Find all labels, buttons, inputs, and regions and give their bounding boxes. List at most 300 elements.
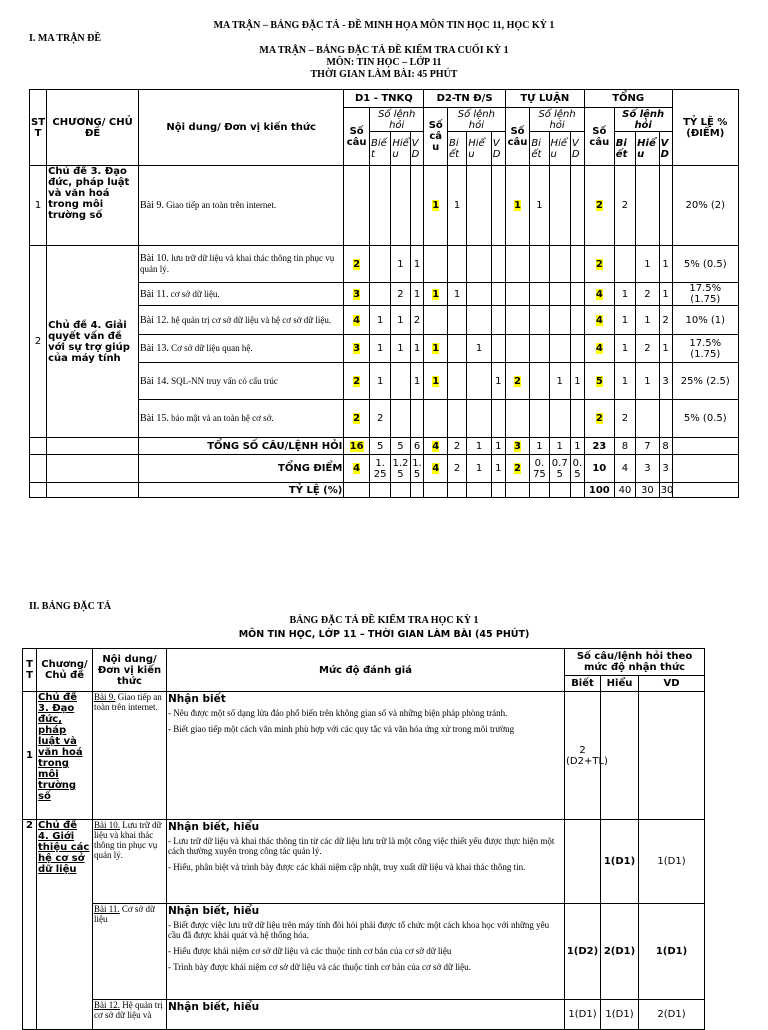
hdr-chuong: CHƯƠNG/ CHỦ ĐỀ: [47, 90, 139, 166]
spec-level: Nhận biết, hiểu: [168, 905, 260, 917]
d2-3: [491, 455, 505, 483]
d2-val-0: 4: [432, 463, 440, 474]
tong-1: [614, 166, 635, 246]
tl-val-2: 1: [556, 375, 563, 387]
d1-val-2: 2: [397, 288, 404, 300]
hdr-tl-solenh: Số lệnh hỏi: [530, 108, 585, 132]
tong-0: [584, 400, 614, 438]
tl-0: [505, 166, 530, 246]
spec-item: - Hiểu được khái niệm cơ sở dữ liệu và các thuộc tính cơ bản của cơ sở dữ liệu: [168, 946, 452, 956]
empty-cell: [672, 483, 738, 498]
d1-2: [391, 283, 410, 306]
tl-0: [505, 363, 530, 400]
tong-2: [636, 335, 660, 363]
hdr-tl: TỰ LUẬN: [505, 90, 584, 108]
d1-0: [344, 306, 370, 335]
tong-2: [636, 400, 660, 438]
d1-val-3: 1. 5: [412, 457, 422, 480]
spec-item: - Trình bày được khái niệm cơ sở dữ liệu và các thuộc tính cơ bản của cơ sở dữ liệu.: [168, 962, 471, 972]
tong-val-0: 10: [592, 463, 607, 474]
empty-cell: [530, 483, 549, 498]
tl-val-0: 2: [514, 463, 521, 474]
tong-0: [584, 335, 614, 363]
d1-3: [410, 400, 424, 438]
tong-val-0: 2: [595, 200, 603, 211]
tong-val-0: 4: [595, 288, 603, 300]
hdr-tl-biet: Bi ết: [530, 132, 549, 166]
empty-cell: [47, 438, 139, 455]
empty-cell: [30, 455, 47, 483]
hdr-d1: D1 - TNKQ: [344, 90, 424, 108]
tl-2: [549, 283, 570, 306]
spec-biet: 2 (D2+TL): [565, 692, 601, 820]
empty-cell: [30, 483, 47, 498]
tong-1: [614, 400, 635, 438]
spec-hdr-chuong: Chương/ Chủ đề: [37, 649, 93, 692]
tl-3: [570, 166, 584, 246]
hdr-tl-socau: Số câu: [505, 108, 530, 166]
lesson-text: bảo mật và an toàn hệ cơ sở.: [171, 413, 274, 423]
d1-2: [391, 363, 410, 400]
tong-0: [584, 438, 614, 455]
section1-title3: THỜI GIAN LÀM BÀI: 45 PHÚT: [310, 69, 458, 80]
tong-val-0: 23: [592, 440, 607, 452]
lesson-text: Giao tiếp an toàn trên internet.: [166, 200, 277, 210]
tong-0: [584, 166, 614, 246]
d1-1: [369, 166, 390, 246]
d2-val-3: 1: [495, 440, 502, 452]
d2-val-1: 1: [453, 288, 461, 300]
tl-2: [549, 438, 570, 455]
empty-cell: [570, 483, 584, 498]
row-tyle: 5% (0.5): [672, 246, 738, 283]
tl-val-0: 2: [514, 375, 521, 387]
section2-title1: BẢNG ĐẶC TẢ ĐỀ KIỂM TRA HỌC KỲ 1: [289, 615, 479, 626]
spec-lesson-text: Giao tiếp an toàn trên internet.: [94, 692, 162, 712]
d1-val-1: 1. 25: [373, 457, 387, 480]
hdr-tl-hieu: Hiể u: [549, 132, 570, 166]
d1-val-0: 16: [349, 440, 364, 452]
d1-val-2: 1: [397, 258, 404, 270]
tong-val-1: 8: [621, 440, 629, 452]
spec-lesson-number: Bài 10.: [94, 820, 120, 830]
tong-val-2: 2: [644, 343, 651, 354]
tong-val-3: 1: [662, 258, 669, 270]
tong-1: [614, 335, 635, 363]
d2-3: [491, 438, 505, 455]
d1-1: [369, 335, 390, 363]
d2-val-0: 4: [432, 440, 440, 452]
d1-3: [410, 438, 424, 455]
empty-cell: [30, 438, 47, 455]
row-tyle: 20% (2): [672, 166, 738, 246]
spec-table: [22, 648, 705, 1030]
empty-cell: [505, 483, 530, 498]
tl-2: [549, 335, 570, 363]
d2-3: [491, 246, 505, 283]
d1-1: [369, 306, 390, 335]
matrix-table: [29, 89, 739, 498]
spec-mucdo: [167, 904, 565, 1000]
tl-3: [570, 363, 584, 400]
hdr-d1-hieu: Hiể u: [391, 132, 410, 166]
d2-2: [467, 246, 492, 283]
spec-vd: 1(D1): [639, 820, 705, 904]
tong-val-1: 1: [621, 343, 629, 354]
d2-0: [424, 400, 448, 438]
tl-val-3: 0. 5: [572, 457, 583, 480]
spec-mucdo: [167, 692, 565, 820]
hdr-tong-vd: V D: [659, 132, 672, 166]
tong-val-1: 1: [621, 288, 629, 300]
d2-3: [491, 400, 505, 438]
d1-2: [391, 166, 410, 246]
tl-0: [505, 246, 530, 283]
hdr-d1-solenh: Số lệnh hỏi: [369, 108, 424, 132]
d2-1: [447, 363, 466, 400]
d2-1: [447, 438, 466, 455]
spec-row: [23, 692, 705, 820]
matrix-row: [30, 166, 739, 246]
tong-2: [636, 438, 660, 455]
empty-cell: [549, 483, 570, 498]
doc-title: MA TRẬN – BẢNG ĐẶC TẢ - ĐỀ MINH HỌA MÔN TIN HỌC 11, HỌC KỲ 1: [213, 20, 555, 31]
spec-item: - Hiểu, phân biệt và trình bày được các khái niệm cập nhật, truy xuất dữ liệu và khai thác thông tin.: [168, 862, 526, 872]
d2-2: [467, 363, 492, 400]
d2-3: [491, 283, 505, 306]
ratio-val-3: 30: [660, 484, 674, 496]
d2-0: [424, 438, 448, 455]
tl-1: [530, 455, 549, 483]
tl-3: [570, 400, 584, 438]
tl-3: [570, 283, 584, 306]
empty-cell: [672, 455, 738, 483]
row-lesson: [139, 335, 344, 363]
section2-title2: MÔN TIN HỌC, LỚP 11 – THỜI GIAN LÀM BÀI (45 PHÚT): [238, 629, 530, 640]
spec-level: Nhận biết, hiểu: [168, 1001, 260, 1013]
tl-1: [530, 363, 549, 400]
d2-1: [447, 335, 466, 363]
tl-2: [549, 363, 570, 400]
tl-0: [505, 283, 530, 306]
tl-1: [530, 246, 549, 283]
d2-val-2: 1: [475, 440, 483, 452]
empty-cell: [424, 483, 448, 498]
hdr-noidung: Nội dung/ Đơn vị kiến thức: [139, 90, 344, 166]
tl-0: [505, 400, 530, 438]
hdr-tong-biet: Bi ết: [614, 132, 635, 166]
tong-1: [614, 306, 635, 335]
spec-lesson: [93, 1000, 167, 1030]
hdr-tong: TỔNG: [584, 90, 672, 108]
d2-3: [491, 306, 505, 335]
row-chuong: Chủ đề 4. Giải quyết vấn đề với sự trợ giúp của máy tính: [47, 246, 139, 438]
tl-1: [530, 438, 549, 455]
spec-biet: 1(D2): [565, 904, 601, 1000]
d1-val-0: 3: [353, 343, 361, 354]
spec-item: - Biết giao tiếp một cách văn minh phù hợp với các quy tắc và văn hóa ứng xử trong môi trường: [168, 724, 515, 734]
d1-val-3: 1: [413, 343, 421, 354]
spec-vd: [639, 692, 705, 820]
d1-0: [344, 363, 370, 400]
lesson-text: SQL-NN truy vấn có cấu trúc: [171, 375, 278, 386]
row-tyle: 17.5% (1.75): [672, 335, 738, 363]
d2-2: [467, 438, 492, 455]
section2-heading: II. BẢNG ĐẶC TẢ: [29, 601, 112, 612]
tong-2: [636, 306, 660, 335]
spec-lesson-number: Bài 11.: [94, 904, 120, 914]
row-tyle: 10% (1): [672, 306, 738, 335]
tong-val-2: 3: [644, 463, 651, 474]
spec-hdr-biet: Biết: [565, 676, 601, 692]
tong-val-2: 1: [644, 258, 651, 270]
spec-row: [23, 820, 705, 904]
tl-1: [530, 283, 549, 306]
tong-3: [659, 246, 672, 283]
lesson-text: lưu trữ dữ liệu và khai thác thông tin phục vụ quản lý.: [140, 253, 335, 274]
hdr-stt: ST T: [30, 90, 47, 166]
d1-val-0: 2: [353, 375, 361, 387]
matrix-ratio-row: [30, 483, 739, 498]
d1-3: [410, 335, 424, 363]
d2-val-0: 1: [432, 200, 440, 211]
tong-val-1: 2: [621, 200, 629, 211]
tong-1: [614, 455, 635, 483]
row-lesson: [139, 246, 344, 283]
d2-0: [424, 455, 448, 483]
lesson-number: Bài 14.: [140, 375, 169, 387]
d1-3: [410, 246, 424, 283]
hdr-tong-solenh: Số lệnh hỏi: [614, 108, 672, 132]
spec-lesson-number: Bài 9.: [94, 692, 116, 702]
hdr-d1-biet: Biế t: [369, 132, 390, 166]
d1-1: [369, 400, 390, 438]
matrix-total-row: [30, 438, 739, 455]
lesson-number: Bài 13.: [140, 343, 169, 354]
tl-1: [530, 335, 549, 363]
section1-heading: I. MA TRẬN ĐỀ: [29, 33, 102, 44]
hdr-d1-socau: Số câu: [344, 108, 370, 166]
d1-val-1: 1: [376, 343, 384, 354]
tong-val-0: 4: [595, 314, 603, 326]
tong-val-2: 1: [644, 375, 651, 387]
d1-val-2: 1.2 5: [392, 457, 409, 480]
tl-2: [549, 166, 570, 246]
d1-0: [344, 335, 370, 363]
tong-val-0: 2: [595, 413, 603, 424]
row-stt: 2: [30, 246, 47, 438]
section1-title1: MA TRẬN – BẢNG ĐẶC TẢ ĐỀ KIỂM TRA CUỐI KỲ 1: [259, 45, 509, 56]
spec-hdr-noidung: Nội dung/Đơn vị kiến thức: [93, 649, 167, 692]
d2-1: [447, 166, 466, 246]
d2-3: [491, 166, 505, 246]
spec-mucdo: [167, 1000, 565, 1030]
row-chuong: Chủ đề 3. Đạo đức, pháp luật và văn hoá trong môi trường số: [47, 166, 139, 246]
spec-lesson-text: Lưu trữ dữ liệu và khai thác thông tin phục vụ quản lý.: [94, 820, 162, 860]
d2-val-3: 1: [495, 463, 502, 474]
tl-val-0: 3: [514, 440, 521, 452]
tl-0: [505, 455, 530, 483]
d1-val-1: 1: [376, 375, 384, 387]
tong-1: [614, 246, 635, 283]
hdr-tyle: TỶ LỆ % (ĐIỂM): [672, 90, 738, 166]
d1-val-3: 1: [413, 258, 421, 270]
empty-cell: [672, 438, 738, 455]
tong-3: [659, 335, 672, 363]
d2-0: [424, 283, 448, 306]
tong-1: [614, 283, 635, 306]
tl-val-0: 1: [514, 200, 521, 211]
d1-val-2: 5: [397, 440, 404, 452]
tong-3: [659, 166, 672, 246]
tong-val-3: 8: [662, 440, 669, 452]
tong-3: [659, 363, 672, 400]
spec-lesson: [93, 692, 167, 820]
d1-val-3: 1: [413, 288, 421, 300]
d1-3: [410, 363, 424, 400]
tong-val-1: 2: [621, 413, 629, 424]
d2-val-3: 1: [495, 375, 502, 387]
d2-2: [467, 283, 492, 306]
spec-biet: [565, 820, 601, 904]
tong-val-3: 1: [662, 288, 669, 300]
d2-2: [467, 400, 492, 438]
ratio-val-2: 30: [636, 483, 660, 498]
tong-val-0: 5: [595, 375, 603, 387]
spec-item: - Biết được việc lưu trữ dữ liệu trên máy tính đòi hỏi phải được tổ chức một cách khoa học với những yêu cầu đã được khái quát và hệ thống hóa.: [168, 920, 550, 940]
d1-1: [369, 283, 390, 306]
empty-cell: [447, 483, 466, 498]
d2-val-0: 1: [432, 343, 440, 354]
spec-lesson-text: Cơ sở dữ liệu: [94, 904, 155, 924]
spec-chuong: Chủ đề 3. Đạo đức, pháp luật và văn hoá trong môi trường số: [37, 692, 93, 820]
d2-val-2: 1: [475, 463, 483, 474]
d2-0: [424, 335, 448, 363]
tong-1: [614, 438, 635, 455]
d1-val-3: 1: [413, 375, 421, 387]
empty-cell: [410, 483, 424, 498]
tl-3: [570, 438, 584, 455]
lesson-number: Bài 9.: [140, 200, 164, 211]
tl-val-1: 0. 75: [533, 457, 546, 480]
d2-val-0: 1: [432, 288, 440, 300]
d1-0: [344, 438, 370, 455]
tong-val-1: 1: [621, 314, 629, 326]
tong-3: [659, 283, 672, 306]
d1-0: [344, 246, 370, 283]
spec-lesson-text: Hệ quản trị cơ sở dữ liệu và: [94, 1000, 163, 1020]
tl-val-3: 1: [574, 440, 581, 452]
spec-lesson: [93, 904, 167, 1000]
tl-val-1: 1: [536, 440, 543, 452]
hdr-d2-solenh: Số lệnh hỏi: [447, 108, 505, 132]
hdr-d2-vd: V D: [491, 132, 505, 166]
d1-3: [410, 306, 424, 335]
tong-val-3: 3: [662, 463, 669, 474]
spec-vd: 2(D1): [639, 1000, 705, 1030]
d2-3: [491, 363, 505, 400]
ratio-label: TỶ LỆ (%): [139, 483, 344, 498]
tong-val-1: 4: [621, 463, 629, 474]
tong-0: [584, 306, 614, 335]
ratio-val-1: 40: [614, 483, 635, 498]
lesson-number: Bài 15.: [140, 413, 169, 424]
tong-val-0: 2: [595, 258, 603, 270]
d2-0: [424, 166, 448, 246]
d1-2: [391, 246, 410, 283]
row-stt: 1: [30, 166, 47, 246]
d2-1: [447, 246, 466, 283]
d1-1: [369, 455, 390, 483]
tong-0: [584, 283, 614, 306]
hdr-d1-vd: V D: [410, 132, 424, 166]
d2-2: [467, 335, 492, 363]
d1-val-2: 1: [397, 343, 404, 354]
lesson-number: Bài 10.: [140, 253, 169, 264]
d1-val-0: 4: [353, 314, 361, 326]
total-label: TỔNG ĐIỂM: [139, 455, 344, 483]
d2-val-2: 1: [475, 343, 483, 354]
row-lesson: [139, 283, 344, 306]
tl-3: [570, 335, 584, 363]
spec-biet: 1(D1): [565, 1000, 601, 1030]
lesson-text: Cơ sở dữ liệu quan hệ.: [171, 343, 253, 353]
d1-1: [369, 246, 390, 283]
tl-3: [570, 306, 584, 335]
tl-2: [549, 400, 570, 438]
spec-item: - Lưu trữ dữ liệu và khai thác thông tin từ các dữ liệu lưu trữ là một công việc thiết yếu được thực hiện một cách thường xuyên trong công tác quản lý.: [168, 836, 555, 856]
tl-2: [549, 455, 570, 483]
tl-val-2: 0.7 5: [551, 457, 568, 480]
tong-val-3: 2: [662, 314, 669, 326]
matrix-row: [30, 246, 739, 283]
spec-hdr-tt: T T: [23, 649, 37, 692]
d1-val-3: 2: [413, 314, 421, 326]
empty-cell: [47, 455, 139, 483]
d1-3: [410, 283, 424, 306]
d1-0: [344, 283, 370, 306]
empty-cell: [391, 483, 410, 498]
d1-val-1: 5: [376, 440, 384, 452]
tong-2: [636, 166, 660, 246]
tong-1: [614, 363, 635, 400]
spec-row: [23, 904, 705, 1000]
d1-val-0: 3: [353, 288, 361, 300]
tong-val-2: 7: [644, 440, 651, 452]
tong-0: [584, 246, 614, 283]
d1-1: [369, 363, 390, 400]
spec-level: Nhận biết: [168, 693, 226, 705]
empty-cell: [47, 483, 139, 498]
tl-val-1: 1: [536, 200, 543, 211]
lesson-text: hệ quản trị cơ sở dữ liệu và hệ cơ sở dữ liệu.: [171, 314, 332, 325]
tl-val-3: 1: [574, 375, 581, 387]
tl-0: [505, 335, 530, 363]
row-lesson: [139, 400, 344, 438]
tl-3: [570, 455, 584, 483]
hdr-d2-hieu: Hiể u: [467, 132, 492, 166]
tong-val-1: 1: [621, 375, 629, 387]
d2-1: [447, 306, 466, 335]
matrix-total-row: [30, 455, 739, 483]
d1-val-2: 1: [397, 314, 404, 326]
empty-cell: [344, 483, 370, 498]
spec-hdr-hieu: Hiểu: [601, 676, 639, 692]
lesson-number: Bài 11.: [140, 288, 169, 300]
d1-2: [391, 438, 410, 455]
d1-2: [391, 306, 410, 335]
spec-hdr-vd: VD: [639, 676, 705, 692]
